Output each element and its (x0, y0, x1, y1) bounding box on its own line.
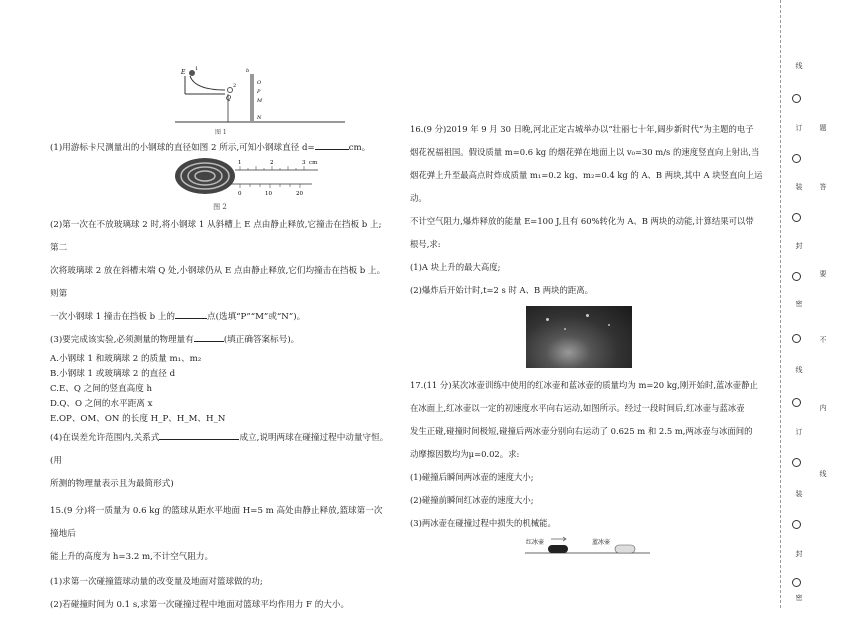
fingerprint-image (175, 158, 235, 194)
red-curling-stone (548, 545, 568, 553)
margin-mark-5: 线 (795, 366, 803, 373)
margin-mark-0: 线 (795, 62, 803, 69)
right-column (410, 118, 770, 559)
q14-part4-line1: (4)在误差允许范围内,关系式 成立,说明两球在碰撞过程中动量守恒。(用 (50, 427, 390, 473)
option-d: D.Q、O 之间的水平距离 x (50, 399, 153, 409)
margin-mark-4: 密 (795, 300, 803, 307)
fig2-bottom-0: 0 (238, 191, 242, 197)
fig1-label-E: E (181, 69, 186, 76)
problem-17-line3: 发生正碰,碰撞时间极短,碰撞后两冰壶分别向右运动了 0.625 m 和 2.5 m,两冰壶与冰面间的 (410, 426, 753, 436)
fig1-label-1: 1 (195, 66, 199, 72)
left-column (50, 62, 390, 617)
margin-inner-4: 内 (819, 404, 827, 411)
q14-part2-line2: 次将玻璃球 2 放在斜槽末端 Q 处,小钢球仍从 E 点由静止释放,它们均撞击在挡板 b 上。则第 (50, 266, 386, 299)
margin-inner-3: 不 (819, 336, 827, 343)
q14-part4-line2: 所测的物理量表示且为最简形式) (50, 479, 174, 489)
red-curling-label: 红冰壶 (526, 539, 545, 546)
option-e: E.OP、OM、ON 的长度 H_P、H_M、H_N (50, 414, 226, 424)
margin-circle-6 (792, 458, 801, 467)
problem-17-q1: (1)碰撞后瞬间两冰壶的速度大小; (410, 472, 534, 482)
margin-mark-9: 密 (795, 594, 803, 601)
fig1-label-2: 2 (233, 83, 237, 89)
figure-1-apparatus (50, 62, 390, 137)
margin-inner-0: 题 (819, 124, 827, 131)
problem-16-q1: (1)A 块上升的最大高度; (410, 262, 501, 272)
fig2-top-2: 2 (270, 160, 274, 166)
q14-part3: (3)要完成该实验,必须测量的物理量有 (填正确答案标号)。 (50, 329, 390, 352)
fig2-top-1: 1 (238, 160, 242, 166)
problem-16-line3: 烟花弹上升至最高点时炸成质量 m₁=0.2 kg、m₂=0.4 kg 的 A、B 两块,其中 A 块竖直向上运动。 (410, 170, 763, 203)
problem-17-q3: (3)两冰壶在碰撞过程中损失的机械能。 (410, 518, 556, 528)
fig2-bottom-20: 20 (296, 191, 303, 197)
margin-circle-1 (792, 154, 801, 163)
margin-mark-8: 封 (795, 550, 803, 557)
margin-inner-2: 要 (819, 270, 827, 277)
q14-part1: (1)用游标卡尺测量出的小钢球的直径如图 2 所示,可知小钢球直径 d= cm。 (50, 137, 390, 160)
fig2-caption: 图 2 (213, 203, 227, 211)
fig1-label-M: M (257, 98, 263, 104)
margin-inner-1: 答 (819, 183, 827, 190)
problem-16-line5: 根号,求: (410, 239, 441, 249)
problem-15-q2: (2)若碰撞时间为 0.1 s,求第一次碰撞过程中地面对篮球平均作用力 F 的大小。 (50, 600, 350, 610)
problem-15-line1: 15.(9 分)将一质量为 0.6 kg 的篮球从距水平地面 H=5 m 高处由静止释放,篮球第一次撞地后 (50, 506, 383, 539)
fig2-top-3: 3 (302, 160, 306, 166)
margin-circle-0 (792, 94, 801, 103)
problem-16-line4: 不计空气阻力,爆炸释放的能量 E=100 J,且有 60%转化为 A、B 两块的动能,计算结果可以带 (410, 216, 754, 226)
problem-17-q2: (2)碰撞前瞬间红冰壶的速度大小; (410, 495, 534, 505)
problem-16-q2: (2)爆炸后开始计时,t=2 s 时 A、B 两块的距离。 (410, 285, 594, 295)
fig2-bottom-10: 10 (265, 191, 272, 197)
problem-15-line2: 能上升的高度为 h=3.2 m,不计空气阻力。 (50, 552, 214, 562)
margin-mark-3: 封 (795, 242, 803, 249)
fig1-label-N: N (257, 115, 262, 121)
fig1-label-b: b (246, 68, 250, 74)
problem-17-line4: 动摩擦因数均为μ=0.02。求: (410, 449, 520, 459)
figure-2-vernier (50, 156, 390, 202)
margin-mark-1: 订 (795, 124, 803, 131)
margin-circle-7 (792, 520, 801, 529)
margin-circle-5 (792, 398, 801, 407)
option-c: C.E、Q 之间的竖直高度 h (50, 384, 153, 394)
margin-circle-2 (792, 213, 801, 222)
fig1-label-Q: Q (226, 95, 231, 102)
q14-part2-line3: 一次小钢球 1 撞击在挡板 b 上的 点(选填“P”“M”或“N”)。 (50, 306, 390, 329)
margin-circle-3 (792, 272, 801, 281)
margin-circle-8 (792, 578, 801, 587)
margin-mark-7: 装 (795, 490, 803, 497)
fig2-top-cm: cm (309, 160, 318, 166)
fireworks-photo (526, 306, 632, 368)
margin-inner-5: 线 (819, 470, 827, 477)
binding-margin (780, 0, 860, 608)
problem-15-q1: (1)求第一次碰撞篮球动量的改变量及地面对篮球做的功; (50, 577, 263, 587)
problem-16-line2: 烟花祝福祖国。假设质量 m=0.6 kg 的烟花弹在地面上以 v₀=30 m/s 的速度竖直向上射出,当 (410, 147, 760, 157)
margin-circle-4 (792, 334, 801, 343)
margin-mark-2: 装 (795, 183, 803, 190)
option-b: B.小钢球 1 或玻璃球 2 的直径 d (50, 369, 176, 379)
margin-mark-6: 订 (795, 428, 803, 435)
blue-curling-stone (615, 545, 635, 553)
fig1-caption: 图 1 (215, 129, 227, 136)
fig1-label-O: O (257, 80, 262, 86)
option-a: A.小钢球 1 和玻璃球 2 的质量 m₁、m₂ (50, 354, 202, 364)
blue-curling-label: 蓝冰壶 (592, 539, 611, 546)
problem-16-line1: 16.(9 分)2019 年 9 月 30 日晚,河北正定古城举办以“壮丽七十年,阔步新时代”为主题的电子 (410, 124, 754, 134)
q14-part2-line1: (2)第一次在不放玻璃球 2 时,将小钢球 1 从斜槽上 E 点由静止释放,它撞击在挡板 b 上;第二 (50, 220, 382, 253)
problem-17-line2: 在冰面上,红冰壶以一定的初速度水平向右运动,如图所示。经过一段时间后,红冰壶与蓝冰壶 (410, 403, 745, 413)
fig1-label-P: P (257, 89, 261, 95)
curling-figure (410, 535, 770, 559)
problem-17-line1: 17.(11 分)某次冰壶训练中使用的红冰壶和蓝冰壶的质量均为 m=20 kg,刚开始时,蓝冰壶静止 (410, 380, 758, 390)
